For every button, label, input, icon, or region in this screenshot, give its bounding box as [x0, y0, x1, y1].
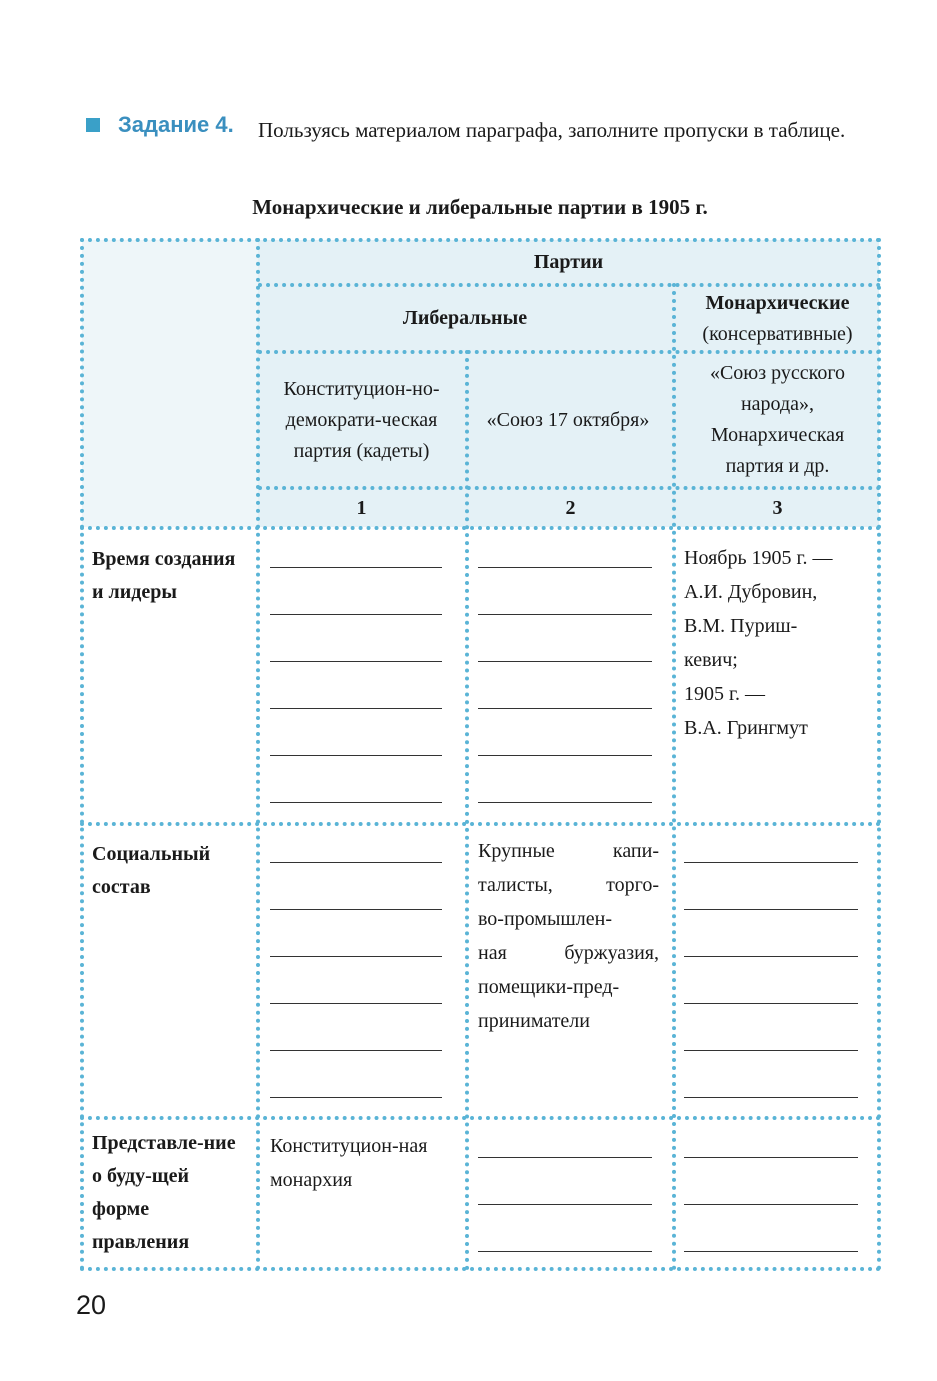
- page-number: 20: [76, 1290, 107, 1320]
- row-label-founding: Время создания и лидеры: [92, 548, 236, 603]
- row2-col2-text: Крупные капи- талисты, торго- во-промышлен- ная буржуазия, помещики-пред- приниматели: [478, 840, 659, 1032]
- fill-line[interactable]: [270, 755, 442, 756]
- fill-line[interactable]: [270, 956, 442, 957]
- task-instruction: Пользуясь материалом параграфа, заполните пропуски в таблице.: [258, 118, 846, 142]
- fill-line[interactable]: [270, 708, 442, 709]
- header-col3-number: 3: [772, 496, 783, 519]
- fill-line[interactable]: [478, 708, 652, 709]
- table-title: Монархические и либеральные партии в 1905 г.: [252, 195, 708, 219]
- fill-line[interactable]: [478, 755, 652, 756]
- fill-line[interactable]: [478, 661, 652, 662]
- fill-line[interactable]: [684, 1157, 858, 1158]
- fill-line[interactable]: [478, 614, 652, 615]
- square-bullet-icon: [86, 118, 100, 132]
- fill-line[interactable]: [270, 661, 442, 662]
- header-parties: Партии: [533, 250, 604, 273]
- row-label-government: Представле-ние о буду-щей форме правления: [92, 1132, 236, 1253]
- header-col1-party: Конституцион-но-демократи-ческая партия (кадеты): [283, 377, 440, 462]
- fill-line[interactable]: [684, 909, 858, 910]
- fill-line[interactable]: [684, 1050, 858, 1051]
- header-monarchist: Монархические (консервативные): [702, 291, 853, 345]
- fill-line[interactable]: [478, 1251, 652, 1252]
- fill-line[interactable]: [684, 956, 858, 957]
- fill-line[interactable]: [684, 1204, 858, 1205]
- fill-line[interactable]: [684, 1251, 858, 1252]
- row-label-social: Социальный состав: [92, 843, 211, 898]
- row3-col1-text: Конституцион-ная монархия: [270, 1135, 428, 1191]
- fill-line[interactable]: [270, 567, 442, 568]
- fill-line[interactable]: [684, 862, 858, 863]
- parties-table: [80, 238, 881, 1271]
- fill-line[interactable]: [478, 1157, 652, 1158]
- fill-line[interactable]: [270, 1097, 442, 1098]
- fill-line[interactable]: [270, 1050, 442, 1051]
- fill-line[interactable]: [684, 1097, 858, 1098]
- fill-line[interactable]: [684, 1003, 858, 1004]
- header-col3-party: «Союз русского народа», Монархическая партия и др.: [709, 362, 846, 477]
- fill-line[interactable]: [270, 802, 442, 803]
- task-label: Задание 4.: [118, 112, 234, 137]
- header-col2-party: «Союз 17 октября»: [486, 408, 650, 431]
- fill-line[interactable]: [270, 614, 442, 615]
- fill-line[interactable]: [478, 802, 652, 803]
- header-liberal: Либеральные: [402, 307, 528, 329]
- fill-line[interactable]: [478, 567, 652, 568]
- fill-line[interactable]: [270, 1003, 442, 1004]
- fill-line[interactable]: [478, 1204, 652, 1205]
- fill-line[interactable]: [270, 909, 442, 910]
- header-col2-number: 2: [565, 496, 576, 519]
- header-col1-number: 1: [356, 496, 367, 519]
- fill-line[interactable]: [270, 862, 442, 863]
- row1-col3-text: Ноябрь 1905 г. — А.И. Дубровин, В.М. Пуриш- кевич; 1905 г. — В.А. Грингмут: [684, 547, 833, 739]
